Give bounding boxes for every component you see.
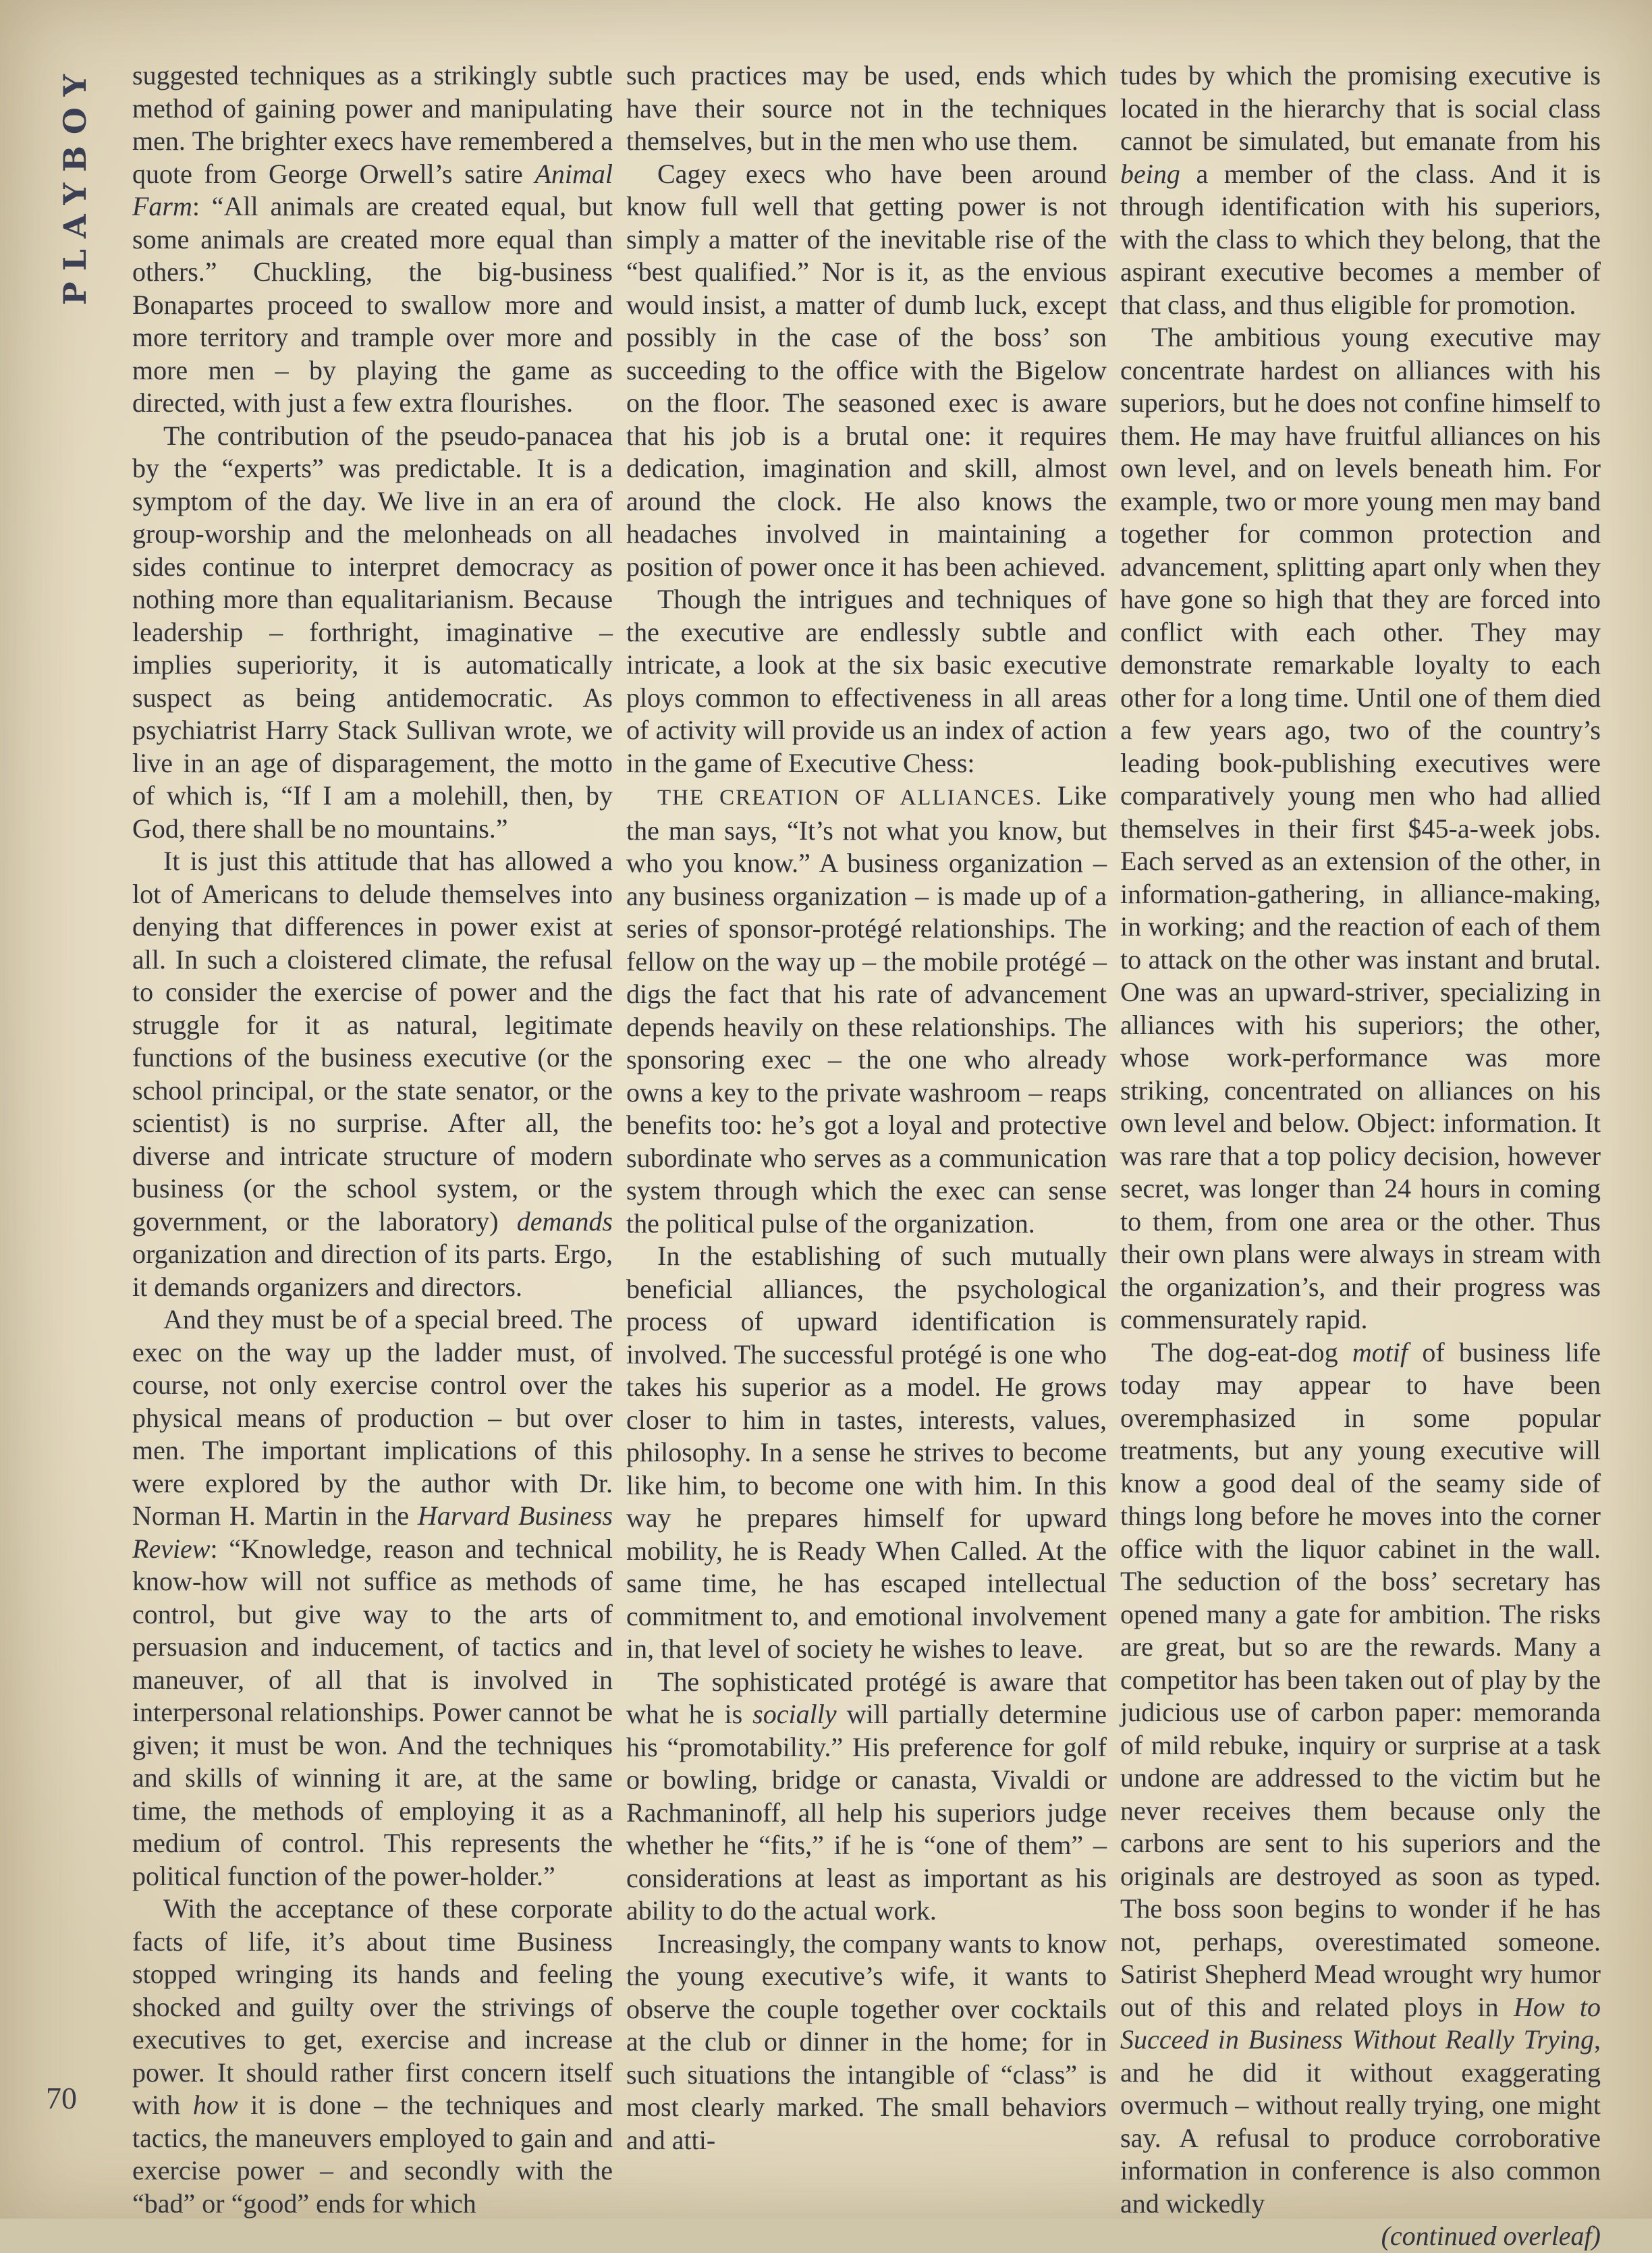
text-segment: THE CREATION OF ALLIANCES. — [657, 786, 1043, 810]
paragraph — [1120, 59, 1601, 321]
paragraph — [132, 420, 613, 846]
paragraph — [132, 1893, 613, 2220]
text-segment: demands — [516, 1205, 613, 1237]
text-segment: tudes by which the promising executive is located in the hierarchy that is social class cannot be simulated, but emanate from his — [1120, 60, 1601, 156]
paragraph — [626, 1928, 1107, 2157]
text-segment: The contribution of the pseudo-panacea by the “experts” was predictable. It is a symptom of the day. We live in an era of group-worship and the melonheads on all sides continue to interpret democracy as nothing more than equalitarianism. Because leadership – forthright, imaginative – implies superiority, it is automatically suspect as being antidemocratic. As psychiatrist Harry Stack Sullivan wrote, we live in an age of disparagement, the motto of which is, “If I am a molehill, then, by God, there shall be no mountains.” — [132, 420, 613, 844]
text-segment: The ambitious young executive may concentrate hardest on alliances with his superiors, but he does not confine himself to them. He may have fruitful alliances on his own level, and on levels beneath him. For example, two or more young men may band together for common protection and advancement, splitting apart only when they have gone so high that they are forced into conflict with each other. They may demonstrate remarkable loyalty to each other for a long time. Until one of them died a few years ago, two of the country’s leading book-publishing executives were comparatively young men who had allied themselves in their first $45-a-week jobs. Each served as an extension of the other, in information-gathering, in alliance-making, in working; and the reaction of each of them to attack on the other was instant and brutal. One was an upward-striver, specializing in alliances with his superiors; the other, whose work-performance was more striking, concentrated on alliances on his own level and below. Object: information. It was rare that a top policy decision, however secret, was longer than 24 hours in coming to them, from one area or the other. Thus their own plans were always in stream with the organization’s, and their progress was commensurately rapid. — [1120, 322, 1601, 1334]
text-segment: Animal Farm — [132, 158, 613, 221]
text-segment: In the establishing of such mutually beneficial alliances, the psychological process of upward identification is involved. The successful protégé is one who takes his superior as a model. He grows closer to him in tastes, interests, values, philosophy. In a sense he strives to become like him, to become one with him. In this way he prepares himself for upward mobility, he is Ready When Called. At the same time, he has escaped intellectual commitment to, and emotional involvement in, that level of society he wishes to leave. — [626, 1241, 1107, 1664]
paragraph — [626, 780, 1107, 1240]
text-segment: The dog-eat-dog — [1151, 1336, 1352, 1367]
text-segment: such practices may be used, ends which have their source not in the techniques themselves, but in the men who use them. — [626, 60, 1107, 156]
paragraph — [1120, 1336, 1601, 2221]
text-segment: : “Knowledge, reason and technical know-how will not suffice as methods of control, but give way to the arts of persuasion and inducement, of tactics and maneuver, of all that is involved in interpersonal relationships. Power cannot be given; it must be won. And the techniques and skills of winning it are, at the same time, the methods of employing it as a medium of control. This represents the political function of the power-holder.” — [132, 1533, 613, 1891]
paragraph — [626, 59, 1107, 158]
text-column-left — [132, 59, 613, 2220]
text-segment: And they must be of a special breed. The exec on the way up the ladder must, of course, not only exercise control over the physical means of production – but over men. The important implications of this were explored by the author with Dr. Norman H. Martin in the — [132, 1304, 613, 1531]
text-segment: being — [1120, 158, 1180, 189]
text-segment: It is just this attitude that has allowed a lot of Americans to delude themselves into denying that differences in power exist at all. In such a cloistered climate, the refusal to consider the exercise of power and the struggle for it as natural, legitimate functions of the business executive (or the school principal, or the state senator, or the scientist) is no surprise. After all, the diverse and intricate structure of modern business (or the school system, or the government, or the laboratory) — [132, 846, 613, 1237]
paragraph — [1120, 321, 1601, 1336]
paragraph — [626, 1666, 1107, 1928]
text-segment: , and he did it without exaggerating overmuch – without really trying, one might say. A refusal to produce corroborative information in conference is also common and wickedly — [1120, 2024, 1601, 2219]
paragraph — [1120, 2220, 1601, 2253]
page-number: 70 — [46, 2081, 77, 2115]
paragraph — [626, 1240, 1107, 1666]
text-segment: (continued overleaf) — [1381, 2221, 1601, 2251]
paragraph — [626, 158, 1107, 584]
text-segment: a member of the class. And it is through identification with his superiors, with the class to which they belong, that the aspirant executive becomes a member of that class, and thus eligible for promotion. — [1120, 158, 1601, 320]
text-segment: Harvard Business Review — [132, 1500, 613, 1564]
text-segment: it is done – the techniques and tactics, the maneuvers employed to gain and exercise power – and secondly with the “bad” or “good” ends for which — [132, 2090, 613, 2219]
text-column-middle — [626, 59, 1107, 2156]
paragraph — [132, 1303, 613, 1893]
text-segment: The sophisticated protégé is aware that what he is — [626, 1666, 1107, 1729]
text-segment: Increasingly, the company wants to know the young executive’s wife, it wants to observe the couple together over cocktails at the club or dinner in the home; for in such situations the intangible of “class” is most clearly marked. The small behaviors and atti- — [626, 1928, 1107, 2155]
text-segment: will partially determine his “promotability.” His preference for golf or bowling, bridge or canasta, Vivaldi or Rachmaninoff, all help his superiors judge whether he “fits,” if he is “one of them” – considerations at least as important as his ability to do the actual work. — [626, 1699, 1107, 1926]
paragraph — [132, 845, 613, 1303]
text-segment: Though the intrigues and techniques of the executive are endlessly subtle and intricate, a look at the six basic executive ploys common to effectiveness in all areas of activity will provide us an index of action in the game of Executive Chess: — [626, 584, 1107, 778]
text-column-right — [1120, 59, 1601, 2253]
text-segment: how — [192, 2090, 238, 2120]
text-segment: motif — [1352, 1336, 1408, 1367]
magazine-spine-label: PLAYBOY — [57, 63, 93, 305]
text-segment: With the acceptance of these corporate facts of life, it’s about time Business stopped wringing its hands and feeling shocked and guilty over the strivings of executives to get, exercise and increase power. It should rather first concern itself with — [132, 1893, 613, 2120]
paragraph — [626, 583, 1107, 780]
text-segment: of business life today may appear to have been overemphasized in some popular treatments, but any young executive will know a good deal of the seamy side of things long before he moves into the corner office with the liquor cabinet in the wall. The seduction of the boss’ secretary has opened many a gate for ambition. The risks are great, but so are the rewards. Many a competitor has been taken out of play by the judicious use of carbon paper: memoranda of mild rebuke, inquiry or surprise at a task undone are addressed to the victim but he never receives them because only the carbons are sent to his superiors and the originals are destroyed as soon as typed. The boss soon begins to wonder if he has not, perhaps, overestimated someone. Satirist Shepherd Mead wrought wry humor out of this and related ploys in — [1120, 1336, 1601, 2022]
paragraph — [132, 59, 613, 420]
text-segment: suggested techniques as a strikingly subtle method of gaining power and manipulating men. The brighter execs have remembered a quote from George Orwell’s satire — [132, 60, 613, 189]
text-segment: Cagey execs who have been around know full well that getting power is not simply a matter of the inevitable rise of the “best qualified.” Nor is it, as the envious would insist, a matter of dumb luck, except possibly in the case of the boss’ son succeeding to the office with the Bigelow on the floor. The seasoned exec is aware that his job is a brutal one: it requires dedication, imagination and skill, almost around the clock. He also knows the headaches involved in maintaining a position of power once it has been achieved. — [626, 158, 1107, 582]
text-segment: socially — [752, 1699, 837, 1729]
text-segment: Like the man says, “It’s not what you know, but who you know.” A business organization – any business organization – is made up of a series of sponsor-protégé relationships. The fellow on the way up – the mobile protégé – digs the fact that his rate of advancement depends heavily on these relationships. The sponsoring exec – the one who already owns a key to the private washroom – reaps benefits too: he’s got a loyal and protective subordinate who serves as a communication system through which the exec can sense the political pulse of the organization. — [626, 780, 1107, 1239]
text-segment: organization and direction of its parts. Ergo, it demands organizers and directors. — [132, 1239, 613, 1302]
text-segment: How to Succeed in Business Without Really Trying — [1120, 1991, 1601, 2055]
text-segment: : “All animals are created equal, but some animals are created more equal than others.” Chuckling, the big-business Bonapartes proceed to swallow more and more territory and trample over more and more men – by playing the game as directed, with just a few extra flourishes. — [132, 191, 613, 418]
